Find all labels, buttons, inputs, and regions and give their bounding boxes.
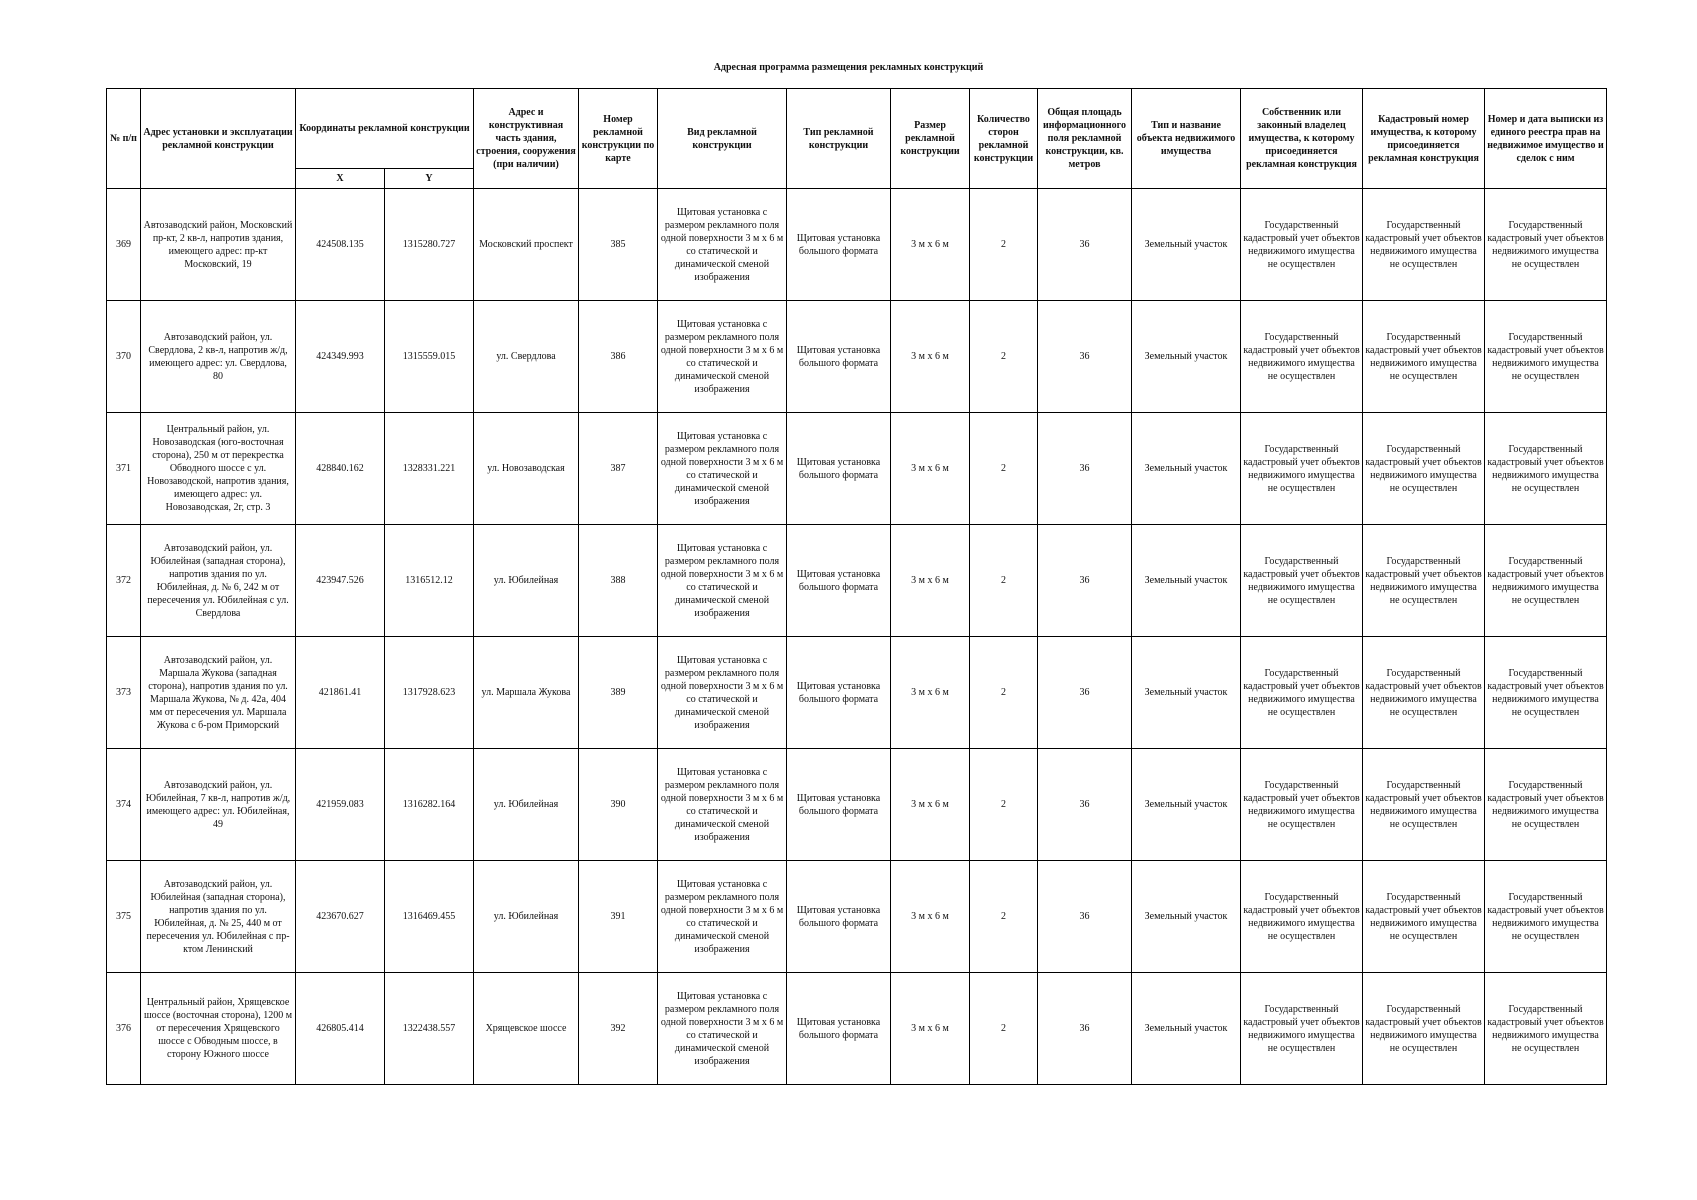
header-kind: Вид рекламной конструкции [658,89,787,189]
header-size: Размер рекламной конструкции [891,89,970,189]
table-row [107,973,1607,1085]
cell-property: Земельный участок [1132,973,1241,1085]
cell-property: Земельный участок [1132,749,1241,861]
cell-owner: Государственный кадастровый учет объектов недвижимого имущества не осуществлен [1241,189,1363,301]
cell-registry: Государственный кадастровый учет объектов недвижимого имущества не осуществлен [1485,189,1607,301]
cell-owner: Государственный кадастровый учет объектов недвижимого имущества не осуществлен [1241,861,1363,973]
cell-y: 1315280.727 [385,189,474,301]
cell-address: Автозаводский район, ул. Юбилейная (западная сторона), напротив здания по ул. Юбилейная, д. № 25, 440 м от пересечения ул. Юбилейная с пр-ктом Ленинский [141,861,296,973]
header-num: № п/п [107,89,141,189]
cell-address: Центральный район, ул. Новозаводская (юго-восточная сторона), 250 м от перекрестка Обводного шоссе с ул. Новозаводской, напротив здания, имеющего адрес: ул. Новозаводская, 2г, стр. 3 [141,413,296,525]
cell-size: 3 м х 6 м [891,861,970,973]
cell-kind: Щитовая установка с размером рекламного поля одной поверхности 3 м х 6 м со статической и динамической сменой изображения [658,189,787,301]
header-area: Общая площадь информационного поля рекламной конструкции, кв. метров [1038,89,1132,189]
cell-property: Земельный участок [1132,861,1241,973]
cell-registry: Государственный кадастровый учет объектов недвижимого имущества не осуществлен [1485,637,1607,749]
page-title: Адресная программа размещения рекламных конструкций [713,62,984,73]
cell-y: 1316282.164 [385,749,474,861]
cell-sides: 2 [970,749,1038,861]
cell-area: 36 [1038,525,1132,637]
cell-owner: Государственный кадастровый учет объектов недвижимого имущества не осуществлен [1241,413,1363,525]
cell-building: ул. Новозаводская [474,413,579,525]
cell-size: 3 м х 6 м [891,749,970,861]
cell-num: 369 [107,189,141,301]
cell-y: 1322438.557 [385,973,474,1085]
cell-size: 3 м х 6 м [891,189,970,301]
cell-property: Земельный участок [1132,413,1241,525]
cell-size: 3 м х 6 м [891,525,970,637]
cell-kind: Щитовая установка с размером рекламного поля одной поверхности 3 м х 6 м со статической и динамической сменой изображения [658,861,787,973]
header-sides: Количество сторон рекламной конструкции [970,89,1038,189]
header-coords: Координаты рекламной конструкции [296,89,474,169]
cell-type: Щитовая установка большого формата [787,861,891,973]
cell-type: Щитовая установка большого формата [787,301,891,413]
cell-cadastral: Государственный кадастровый учет объектов недвижимого имущества не осуществлен [1363,189,1485,301]
cell-map-number: 386 [579,301,658,413]
cell-building: ул. Юбилейная [474,861,579,973]
header-map-number: Номер рекламной конструкции по карте [579,89,658,189]
cell-kind: Щитовая установка с размером рекламного поля одной поверхности 3 м х 6 м со статической и динамической сменой изображения [658,301,787,413]
cell-num: 375 [107,861,141,973]
cell-cadastral: Государственный кадастровый учет объектов недвижимого имущества не осуществлен [1363,861,1485,973]
cell-size: 3 м х 6 м [891,637,970,749]
cell-map-number: 387 [579,413,658,525]
table-row [107,637,1607,749]
table-row [107,525,1607,637]
cell-sides: 2 [970,637,1038,749]
cell-building: ул. Юбилейная [474,749,579,861]
table-row [107,301,1607,413]
cell-area: 36 [1038,301,1132,413]
header-x: X [296,169,385,189]
cell-map-number: 388 [579,525,658,637]
cell-map-number: 391 [579,861,658,973]
cell-cadastral: Государственный кадастровый учет объектов недвижимого имущества не осуществлен [1363,973,1485,1085]
cell-y: 1317928.623 [385,637,474,749]
cell-type: Щитовая установка большого формата [787,749,891,861]
header-address: Адрес установки и эксплуатации рекламной конструкции [141,89,296,189]
header-registry: Номер и дата выписки из единого реестра прав на недвижимое имущество и сделок с ним [1485,89,1607,189]
header-owner: Собственник или законный владелец имущества, к которому присоединяется рекламная конструкция [1241,89,1363,189]
cell-registry: Государственный кадастровый учет объектов недвижимого имущества не осуществлен [1485,749,1607,861]
cell-building: ул. Свердлова [474,301,579,413]
cell-area: 36 [1038,189,1132,301]
cell-type: Щитовая установка большого формата [787,525,891,637]
table-row [107,861,1607,973]
cell-y: 1316512.12 [385,525,474,637]
cell-property: Земельный участок [1132,301,1241,413]
table-row [107,749,1607,861]
cell-num: 374 [107,749,141,861]
cell-type: Щитовая установка большого формата [787,637,891,749]
cell-property: Земельный участок [1132,637,1241,749]
cell-sides: 2 [970,525,1038,637]
cell-owner: Государственный кадастровый учет объектов недвижимого имущества не осуществлен [1241,301,1363,413]
header-y: Y [385,169,474,189]
cell-area: 36 [1038,749,1132,861]
cell-registry: Государственный кадастровый учет объектов недвижимого имущества не осуществлен [1485,301,1607,413]
cell-area: 36 [1038,861,1132,973]
cell-y: 1328331.221 [385,413,474,525]
cell-cadastral: Государственный кадастровый учет объектов недвижимого имущества не осуществлен [1363,525,1485,637]
cell-area: 36 [1038,413,1132,525]
cell-kind: Щитовая установка с размером рекламного поля одной поверхности 3 м х 6 м со статической и динамической сменой изображения [658,749,787,861]
cell-kind: Щитовая установка с размером рекламного поля одной поверхности 3 м х 6 м со статической и динамической сменой изображения [658,637,787,749]
cell-map-number: 392 [579,973,658,1085]
cell-size: 3 м х 6 м [891,413,970,525]
cell-type: Щитовая установка большого формата [787,973,891,1085]
cell-num: 372 [107,525,141,637]
cell-cadastral: Государственный кадастровый учет объектов недвижимого имущества не осуществлен [1363,637,1485,749]
cell-x: 421861.41 [296,637,385,749]
cell-x: 421959.083 [296,749,385,861]
cell-property: Земельный участок [1132,189,1241,301]
cell-property: Земельный участок [1132,525,1241,637]
cell-num: 373 [107,637,141,749]
cell-y: 1315559.015 [385,301,474,413]
cell-x: 426805.414 [296,973,385,1085]
cell-cadastral: Государственный кадастровый учет объектов недвижимого имущества не осуществлен [1363,413,1485,525]
cell-address: Центральный район, Хрящевское шоссе (восточная сторона), 1200 м от пересечения Хрящевского шоссе с Обводным шоссе, в сторону Южного шоссе [141,973,296,1085]
cell-area: 36 [1038,637,1132,749]
cell-building: ул. Маршала Жукова [474,637,579,749]
cell-owner: Государственный кадастровый учет объектов недвижимого имущества не осуществлен [1241,749,1363,861]
cell-address: Автозаводский район, Московский пр-кт, 2 кв-л, напротив здания, имеющего адрес: пр-кт Московский, 19 [141,189,296,301]
cell-building: Хрящевское шоссе [474,973,579,1085]
cell-num: 370 [107,301,141,413]
header-building: Адрес и конструктивная часть здания, строения, сооружения (при наличии) [474,89,579,189]
cell-registry: Государственный кадастровый учет объектов недвижимого имущества не осуществлен [1485,413,1607,525]
cell-sides: 2 [970,301,1038,413]
cell-size: 3 м х 6 м [891,973,970,1085]
cell-area: 36 [1038,973,1132,1085]
cell-x: 423947.526 [296,525,385,637]
cell-owner: Государственный кадастровый учет объектов недвижимого имущества не осуществлен [1241,973,1363,1085]
cell-address: Автозаводский район, ул. Маршала Жукова (западная сторона), напротив здания по ул. Маршала Жукова, № д. 42а, 404 мм от пересечения ул. Маршала Жукова с б-ром Приморский [141,637,296,749]
cell-x: 424508.135 [296,189,385,301]
cell-owner: Государственный кадастровый учет объектов недвижимого имущества не осуществлен [1241,637,1363,749]
cell-num: 371 [107,413,141,525]
cell-kind: Щитовая установка с размером рекламного поля одной поверхности 3 м х 6 м со статической и динамической сменой изображения [658,525,787,637]
cell-address: Автозаводский район, ул. Юбилейная, 7 кв-л, напротив ж/д, имеющего адрес: ул. Юбилейная, 49 [141,749,296,861]
cell-address: Автозаводский район, ул. Юбилейная (западная сторона), напротив здания по ул. Юбилейная, д. № 6, 242 м от пересечения ул. Юбилейная с ул. Свердлова [141,525,296,637]
cell-address: Автозаводский район, ул. Свердлова, 2 кв-л, напротив ж/д, имеющего адрес: ул. Свердлова, 80 [141,301,296,413]
table-row [107,189,1607,301]
cell-sides: 2 [970,189,1038,301]
cell-kind: Щитовая установка с размером рекламного поля одной поверхности 3 м х 6 м со статической и динамической сменой изображения [658,413,787,525]
cell-sides: 2 [970,413,1038,525]
cell-y: 1316469.455 [385,861,474,973]
cell-num: 376 [107,973,141,1085]
cell-map-number: 385 [579,189,658,301]
cell-cadastral: Государственный кадастровый учет объектов недвижимого имущества не осуществлен [1363,749,1485,861]
header-type: Тип рекламной конструкции [787,89,891,189]
cell-size: 3 м х 6 м [891,301,970,413]
cell-x: 428840.162 [296,413,385,525]
cell-building: ул. Юбилейная [474,525,579,637]
cell-owner: Государственный кадастровый учет объектов недвижимого имущества не осуществлен [1241,525,1363,637]
header-cadastral: Кадастровый номер имущества, к которому присоединяется рекламная конструкция [1363,89,1485,189]
table-row [107,413,1607,525]
ad-placement-table [106,88,1607,1085]
cell-x: 423670.627 [296,861,385,973]
cell-registry: Государственный кадастровый учет объектов недвижимого имущества не осуществлен [1485,861,1607,973]
cell-registry: Государственный кадастровый учет объектов недвижимого имущества не осуществлен [1485,525,1607,637]
cell-cadastral: Государственный кадастровый учет объектов недвижимого имущества не осуществлен [1363,301,1485,413]
cell-x: 424349.993 [296,301,385,413]
cell-map-number: 389 [579,637,658,749]
cell-type: Щитовая установка большого формата [787,413,891,525]
cell-sides: 2 [970,973,1038,1085]
cell-building: Московский проспект [474,189,579,301]
cell-registry: Государственный кадастровый учет объектов недвижимого имущества не осуществлен [1485,973,1607,1085]
cell-kind: Щитовая установка с размером рекламного поля одной поверхности 3 м х 6 м со статической и динамической сменой изображения [658,973,787,1085]
cell-map-number: 390 [579,749,658,861]
cell-type: Щитовая установка большого формата [787,189,891,301]
cell-sides: 2 [970,861,1038,973]
header-property: Тип и название объекта недвижимого имущества [1132,89,1241,189]
